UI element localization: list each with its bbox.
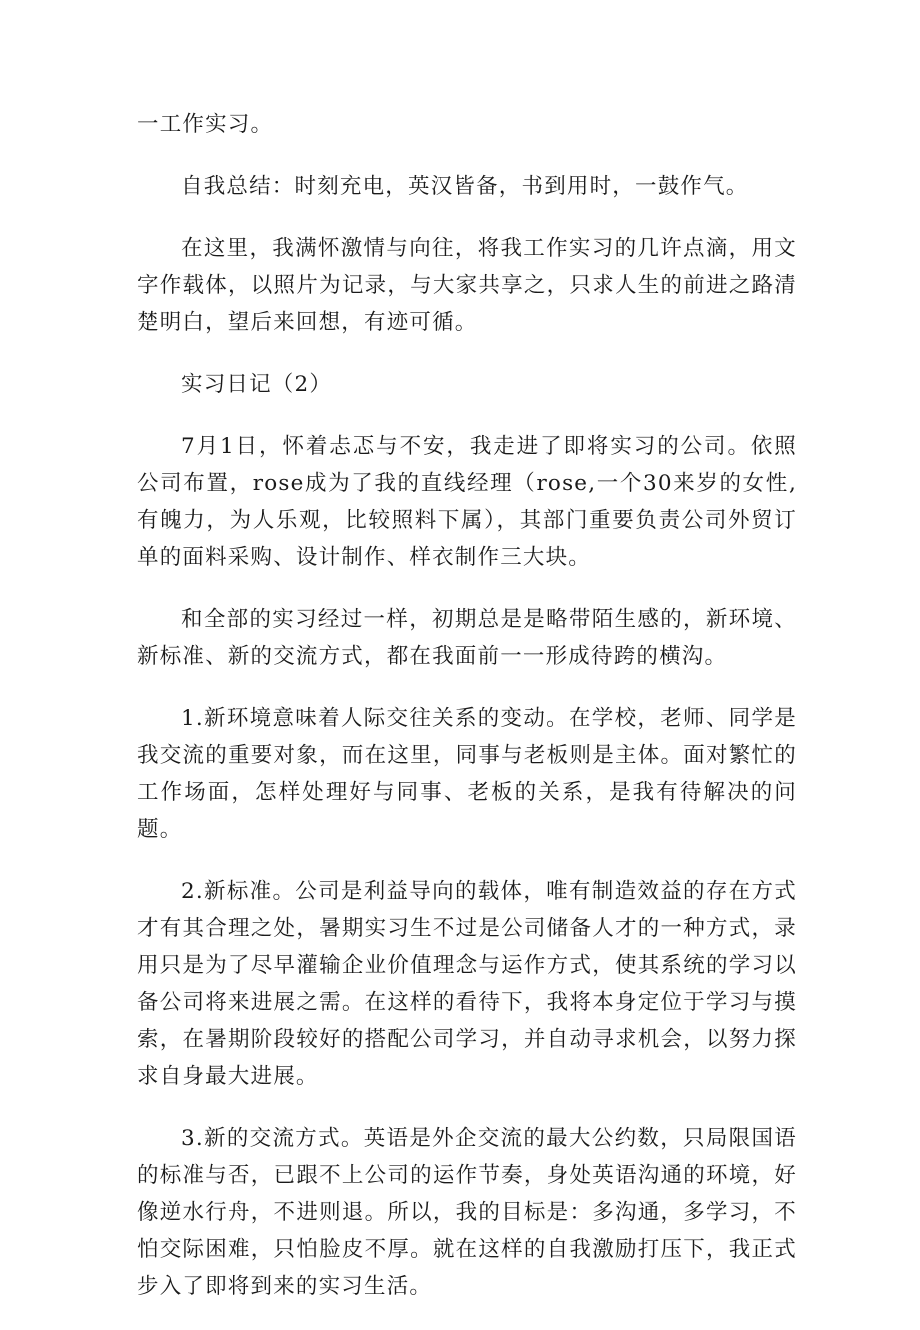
paragraph-continuation: 一工作实习。: [137, 112, 274, 137]
paragraph-july-1: 7月1日，怀着忐忑与不安，我走进了即将实习的公司。依照公司布置，rose成为了我的直线经理（rose,一个30来岁的女性,有魄力，为人乐观，比较照料下属），其部门重要负责公司外贸订单的面料采购、设计制作、样衣制作三大块。: [137, 434, 797, 570]
paragraph-self-summary: 自我总结：时刻充电，英汉皆备，书到用时，一鼓作气。: [181, 174, 749, 199]
paragraph-initial-feelings: 和全部的实习经过一样，初期总是是略带陌生感的，新环境、新标准、新的交流方式，都在我面前一一形成待跨的横沟。: [137, 607, 797, 669]
paragraph-point-3: 3.新的交流方式。英语是外企交流的最大公约数，只局限国语的标准与否，已跟不上公司的运作节奏，身处英语沟通的环境，好像逆水行舟，不进则退。所以，我的目标是：多沟通，多学习，不怕交际困难，只怕脸皮不厚。就在这样的自我激励打压下，我正式步入了即将到来的实习生活。: [137, 1126, 797, 1299]
document-body: [137, 106, 797, 1330]
paragraph-point-2: 2.新标准。公司是利益导向的载体，唯有制造效益的存在方式才有其合理之处，暑期实习生不过是公司储备人才的一种方式，录用只是为了尽早灌输企业价值理念与运作方式，使其系统的学习以备公司将来进展之需。在这样的看待下，我将本身定位于学习与摸索，在暑期阶段较好的搭配公司学习，并自动寻求机会，以努力探求自身最大进展。: [137, 879, 797, 1089]
paragraph-point-1: 1.新环境意味着人际交往关系的变动。在学校，老师、同学是我交流的重要对象，而在这里，同事与老板则是主体。面对繁忙的工作场面，怎样处理好与同事、老板的关系，是我有待解决的问题。: [137, 706, 797, 842]
section-heading-diary-2: 实习日记（2）: [181, 372, 333, 397]
paragraph-intro: 在这里，我满怀激情与向往，将我工作实习的几许点滴，用文字作载体，以照片为记录，与大家共享之，只求人生的前进之路清楚明白，望后来回想，有迹可循。: [137, 236, 797, 335]
